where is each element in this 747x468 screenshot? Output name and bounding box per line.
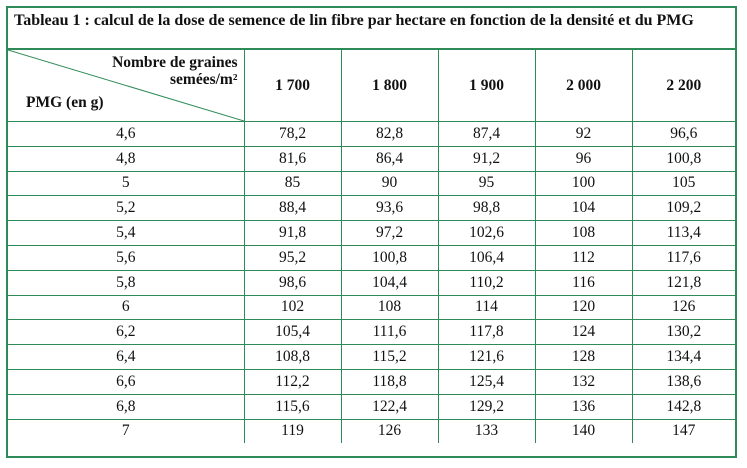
dose-cell: 104 [535,196,632,221]
pmg-cell: 6,2 [8,320,244,345]
table-row [8,394,735,419]
dose-cell: 108 [341,295,438,320]
dose-cell: 117,8 [438,320,535,345]
dose-cell: 119 [244,419,341,443]
dose-cell: 126 [632,295,735,320]
dose-cell: 136 [535,394,632,419]
table-row [8,196,735,221]
pmg-cell: 5 [8,171,244,196]
dose-cell: 126 [341,419,438,443]
dose-cell: 109,2 [632,196,735,221]
dose-cell: 120 [535,295,632,320]
dose-cell: 112 [535,245,632,270]
dose-cell: 133 [438,419,535,443]
table-body [8,122,735,444]
column-header: 2 000 [535,50,632,122]
dose-cell: 96 [535,146,632,171]
seeds-per-m2-label: Nombre de graines semées/m² [112,54,238,88]
dose-cell: 100,8 [632,146,735,171]
table-row [8,295,735,320]
table-row [8,245,735,270]
dose-cell: 90 [341,171,438,196]
dose-cell: 104,4 [341,270,438,295]
dose-cell: 125,4 [438,369,535,394]
pmg-cell: 4,8 [8,146,244,171]
table-row [8,419,735,443]
dose-cell: 117,6 [632,245,735,270]
column-header: 1 700 [244,50,341,122]
pmg-cell: 7 [8,419,244,443]
pmg-label: PMG (en g) [26,94,104,111]
table-frame [6,6,737,458]
dose-cell: 108,8 [244,345,341,370]
dose-cell: 85 [244,171,341,196]
dose-cell: 132 [535,369,632,394]
pmg-cell: 6,8 [8,394,244,419]
dose-cell: 130,2 [632,320,735,345]
dose-cell: 82,8 [341,122,438,147]
column-header: 1 900 [438,50,535,122]
dose-cell: 91,2 [438,146,535,171]
dose-cell: 113,4 [632,221,735,246]
pmg-cell: 6,4 [8,345,244,370]
table-caption: Tableau 1 : calcul de la dose de semence de lin fibre par hectare en fonction de la densité et du PMG [8,8,735,50]
dose-cell: 95,2 [244,245,341,270]
dose-cell: 95 [438,171,535,196]
dose-cell: 86,4 [341,146,438,171]
dose-cell: 124 [535,320,632,345]
dose-cell: 100 [535,171,632,196]
table-row [8,320,735,345]
pmg-cell: 5,2 [8,196,244,221]
dose-cell: 129,2 [438,394,535,419]
dose-cell: 98,6 [244,270,341,295]
dose-cell: 88,4 [244,196,341,221]
table-row [8,221,735,246]
dose-cell: 93,6 [341,196,438,221]
pmg-cell: 5,8 [8,270,244,295]
table-row [8,369,735,394]
table-row [8,171,735,196]
table-row [8,270,735,295]
table-row [8,122,735,147]
dose-cell: 115,6 [244,394,341,419]
header-row [8,50,735,122]
dose-cell: 102 [244,295,341,320]
dose-cell: 81,6 [244,146,341,171]
pmg-cell: 5,4 [8,221,244,246]
table-row [8,146,735,171]
dose-cell: 87,4 [438,122,535,147]
dose-cell: 111,6 [341,320,438,345]
dose-cell: 142,8 [632,394,735,419]
dose-cell: 140 [535,419,632,443]
dose-cell: 121,6 [438,345,535,370]
dose-cell: 110,2 [438,270,535,295]
dose-cell: 115,2 [341,345,438,370]
dose-cell: 105,4 [244,320,341,345]
table-row [8,345,735,370]
column-header: 1 800 [341,50,438,122]
dose-cell: 91,8 [244,221,341,246]
dose-cell: 128 [535,345,632,370]
dose-cell: 105 [632,171,735,196]
pmg-cell: 4,6 [8,122,244,147]
pmg-cell: 5,6 [8,245,244,270]
dose-cell: 92 [535,122,632,147]
dose-cell: 102,6 [438,221,535,246]
dose-cell: 118,8 [341,369,438,394]
dose-cell: 134,4 [632,345,735,370]
dose-cell: 147 [632,419,735,443]
dose-cell: 121,8 [632,270,735,295]
dose-cell: 106,4 [438,245,535,270]
pmg-cell: 6,6 [8,369,244,394]
dose-cell: 122,4 [341,394,438,419]
dose-cell: 116 [535,270,632,295]
dose-cell: 138,6 [632,369,735,394]
dose-cell: 97,2 [341,221,438,246]
dose-cell: 114 [438,295,535,320]
dose-cell: 78,2 [244,122,341,147]
dose-cell: 100,8 [341,245,438,270]
corner-header-cell [8,50,244,122]
dose-cell: 98,8 [438,196,535,221]
pmg-cell: 6 [8,295,244,320]
seed-dose-table [8,50,735,443]
dose-cell: 112,2 [244,369,341,394]
column-header: 2 200 [632,50,735,122]
dose-cell: 96,6 [632,122,735,147]
dose-cell: 108 [535,221,632,246]
